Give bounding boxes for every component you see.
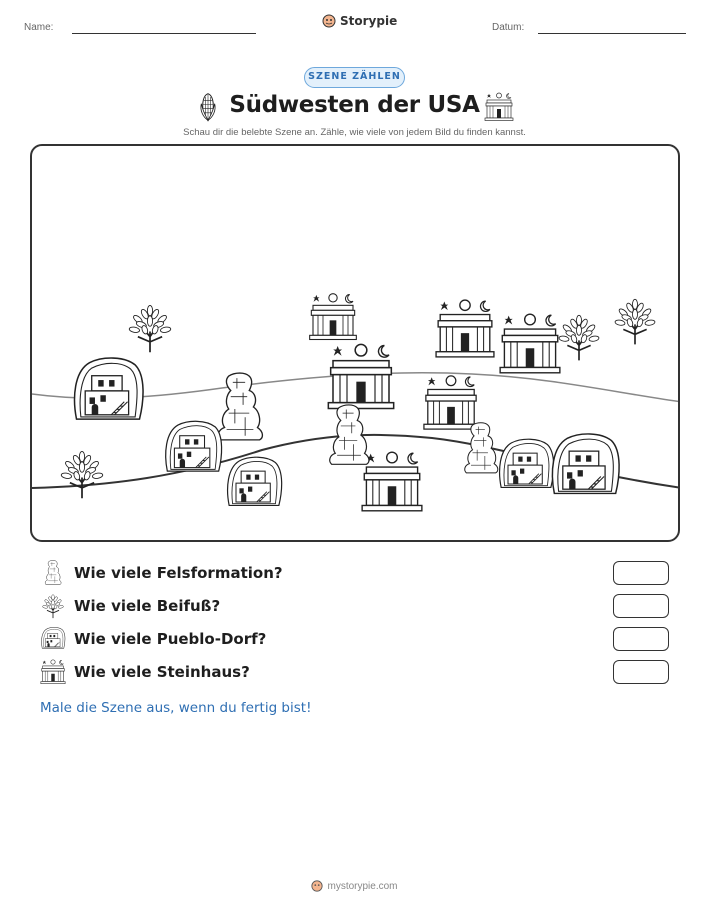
page-title: Südwesten der USA [229,92,480,118]
counting-scene [30,144,680,542]
stone-house-title-icon [484,92,514,122]
answer-box[interactable] [613,594,669,618]
name-field[interactable] [72,33,256,34]
question-text: Wie viele Felsformation? [74,564,283,582]
question-row [40,626,680,652]
answer-box[interactable] [613,561,669,585]
stone-house [500,314,560,373]
stone-house-icon [40,659,66,685]
question-row [40,593,680,619]
sagebrush [61,451,103,498]
question-text: Wie viele Steinhaus? [74,663,250,681]
pueblo-village [166,421,222,471]
pueblo-village [75,358,144,419]
scene-counting-badge: SZENE ZÄHLEN [304,67,405,88]
answer-box[interactable] [613,627,669,651]
storypie-mascot-icon [311,880,323,892]
pueblo-village [228,457,282,505]
sagebrush-icon [40,593,66,619]
storypie-mascot-icon [322,14,336,28]
sagebrush [129,305,171,352]
stone-house [310,294,357,340]
pueblo-village-icon [40,626,66,652]
stone-house [424,376,478,429]
answer-box[interactable] [613,660,669,684]
footer [0,880,709,895]
coloring-instruction: Male die Szene aus, wenn du fertig bist! [40,700,312,716]
date-label: Datum: [492,22,525,33]
sagebrush [615,299,656,344]
footer-url[interactable]: mystorypie.com [327,880,398,892]
question-row [40,560,680,586]
stone-house [436,300,494,357]
pueblo-village [500,439,554,487]
sagebrush [559,315,600,360]
name-label: Name: [24,22,54,33]
stone-house [328,344,393,408]
worksheet-header [0,14,709,44]
brand-name: Storypie [340,14,398,28]
storypie-logo [322,14,397,28]
rock-formation-icon [40,560,66,586]
question-row [40,659,680,685]
stone-house [362,452,422,511]
scene-illustration [32,146,680,542]
question-text: Wie viele Pueblo-Dorf? [74,630,267,648]
question-text: Wie viele Beifuß? [74,597,221,615]
date-field[interactable] [538,33,686,34]
pueblo-village [552,434,619,493]
page-subtitle: Schau dir die belebte Szene an. Zähle, wie viele von jedem Bild du finden kannst. [183,127,526,138]
